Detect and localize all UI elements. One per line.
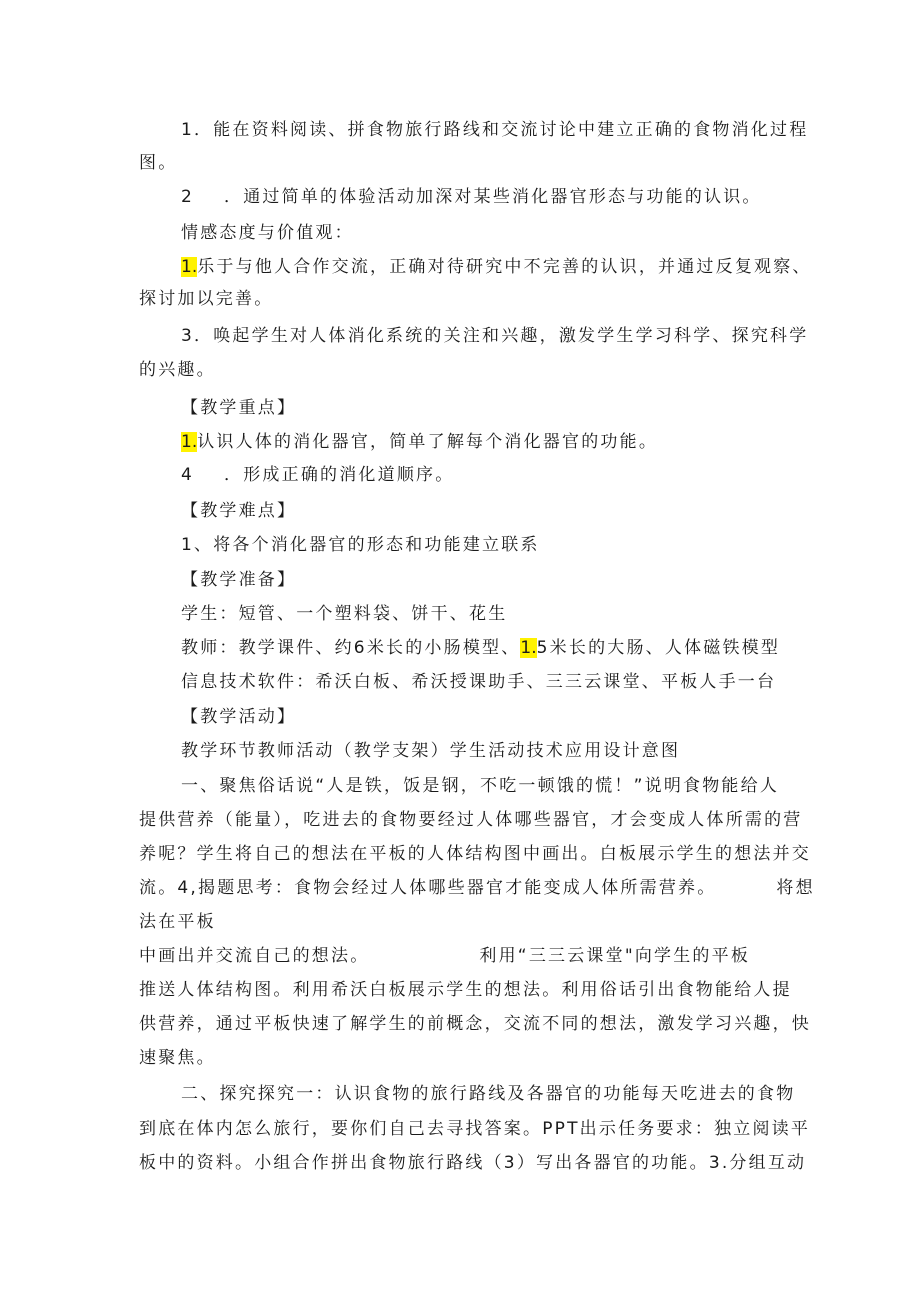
activity-2-para-line3: 板中的资料。小组合作拼出食物旅行路线（3）写出各器官的功能。3.分组互动 bbox=[139, 1153, 807, 1173]
activity-1-line4-a: 流。4,揭题思考：食物会经过人体哪些器官才能变成人体所需营养。 bbox=[139, 878, 717, 898]
preparation-teacher bbox=[181, 636, 780, 660]
highlight-mark: 1. bbox=[181, 432, 198, 452]
key-point-4 bbox=[181, 463, 454, 487]
preparation-students: 学生：短管、一个塑料袋、饼干、花生 bbox=[181, 604, 508, 624]
objective-2-text: ．通过简单的体验活动加深对某些消化器官形态与功能的认识。 bbox=[224, 187, 762, 207]
activity-2-para: 二、探究探究一：认识食物的旅行路线及各器官的功能每天吃进去的食物 bbox=[181, 1084, 796, 1104]
preparation-teacher-text-a: 教师：教学课件、约6米长的小肠模型、 bbox=[181, 638, 521, 658]
preparation-heading: 【教学准备】 bbox=[181, 570, 297, 590]
preparation-teacher-text-b: 5米长的大肠、人体磁铁模型 bbox=[536, 638, 781, 658]
activity-1-para-line8: 供营养，通过平板快速了解学生的前概念，交流不同的想法，激发学习兴趣，快 bbox=[139, 1014, 811, 1034]
highlight-mark: 1. bbox=[181, 257, 198, 277]
emotion-goal-1-text: 乐于与他人合作交流，正确对待研究中不完善的认识，并通过反复观察、 bbox=[197, 257, 812, 277]
activity-1-line6-a: 中画出并交流自己的想法。 bbox=[139, 946, 370, 966]
highlight-mark: 1. bbox=[520, 638, 537, 658]
activity-1-para-line7: 推送人体结构图。利用希沃白板展示学生的想法。利用俗话引出食物能给人提 bbox=[139, 980, 792, 1000]
difficulty-heading: 【教学难点】 bbox=[181, 501, 297, 521]
activity-1-line4-b: 将想 bbox=[776, 878, 815, 898]
activity-2-para-line2: 到底在体内怎么旅行，要你们自己去寻找答案。PPT出示任务要求：独立阅读平 bbox=[139, 1119, 811, 1139]
activity-1-para-line3: 养呢？学生将自己的想法在平板的人体结构图中画出。白板展示学生的想法并交 bbox=[139, 844, 811, 864]
key-point-4-number: 4 bbox=[181, 465, 195, 485]
activity-1-para: 一、聚焦俗话说“人是铁，饭是钢，不吃一顿饿的慌！”说明食物能给人 bbox=[181, 776, 780, 796]
key-point-4-text: ．形成正确的消化道顺序。 bbox=[224, 465, 455, 485]
activity-1-para-line4 bbox=[139, 876, 815, 900]
emotion-goal-1-cont: 探讨加以完善。 bbox=[139, 289, 274, 309]
key-point-1 bbox=[181, 430, 658, 454]
preparation-software: 信息技术软件：希沃白板、希沃授课助手、三三云课堂、平板人手一台 bbox=[181, 672, 777, 692]
key-point-1-text: 认识人体的消化器官，简单了解每个消化器官的功能。 bbox=[197, 432, 659, 452]
objective-1: 1．能在资料阅读、拼食物旅行路线和交流讨论中建立正确的食物消化过程 bbox=[181, 120, 809, 140]
emotion-goal-3: 3．唤起学生对人体消化系统的关注和兴趣，激发学生学习科学、探究科学 bbox=[181, 326, 809, 346]
emotion-goal-3-cont: 的兴趣。 bbox=[139, 360, 216, 380]
activity-1-para-line5: 法在平板 bbox=[139, 912, 216, 932]
activities-heading: 【教学活动】 bbox=[181, 707, 297, 727]
activity-1-para-line6 bbox=[139, 944, 750, 968]
emotion-goal-1 bbox=[181, 255, 812, 279]
key-points-heading: 【教学重点】 bbox=[181, 398, 297, 418]
emotion-heading: 情感态度与价值观： bbox=[181, 223, 354, 243]
activity-1-para-line9: 速聚焦。 bbox=[139, 1048, 216, 1068]
activity-1-para-line2: 提供营养（能量），吃进去的食物要经过人体哪些器官，才会变成人体所需的营 bbox=[139, 810, 803, 830]
objective-2 bbox=[181, 185, 762, 209]
objective-2-number: 2 bbox=[181, 187, 195, 207]
activity-1-line6-b: 利用“三三云课堂"向学生的平板 bbox=[479, 946, 751, 966]
difficulty-1: 1、将各个消化器官的形态和功能建立联系 bbox=[181, 535, 540, 555]
objective-1-cont: 图。 bbox=[139, 153, 178, 173]
activities-table-header: 教学环节教师活动（教学支架）学生活动技术应用设计意图 bbox=[181, 741, 681, 761]
